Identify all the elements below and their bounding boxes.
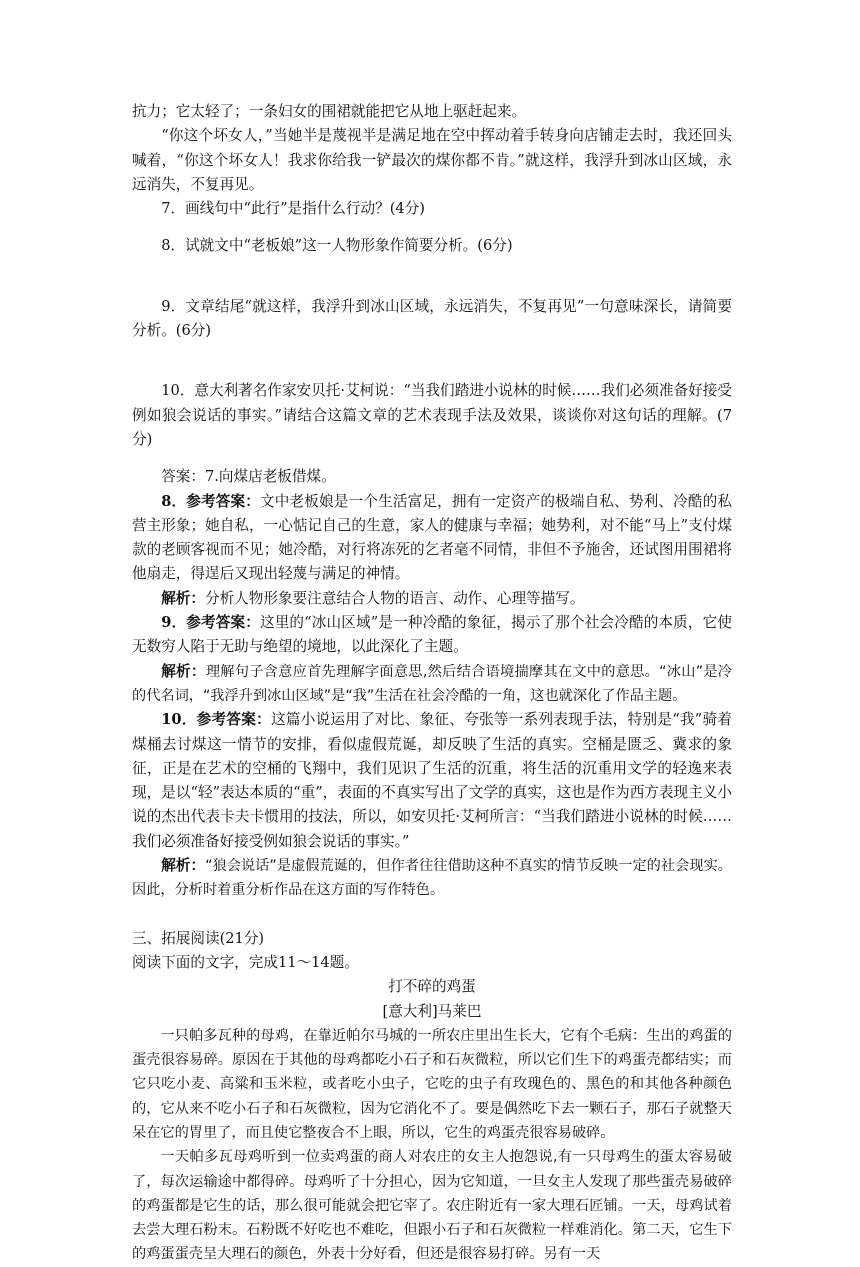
question-10: 10．意大利著名作家安贝托·艾柯说：“当我们踏进小说林的时候……我们必须准备好接受例如狼会说话的事实。”请结合这篇文章的艺术表现手法及效果，谈谈你对这句话的理解。(7分) [132,382,732,448]
story-paragraph: 抗力；它太轻了；一条妇女的围裙就能把它从地上驱赶起来。 [132,103,527,120]
question-9: 9．文章结尾“就这样，我浮升到冰山区域，永远消失，不复再见”一句意味深长，请简要分析。(6分) [132,297,732,340]
section-heading: 三、拓展阅读(21分) [132,929,265,947]
answer-label: 参考答案： [186,492,261,510]
answer-8: 8．参考答案：文中老板娘是一个生活富足，拥有一定资产的极端自私、势利、冷酷的私营主形象；她自私，一心惦记自己的生意，家人的健康与幸福；她势利，对不能“马上”支付煤款的老顾客视而不见；她冷酷，对行将冻死的乞者毫不同情，非但不予施舍，还试图用围裙将他扇走，得逞后又现出轻蔑与满足的神情。 [132,492,732,583]
analysis-8: 解析：分析人物形象要注意结合人物的语言、动作、心理等描写。 [161,589,585,607]
answer-9: 9．参考答案：这里的“冰山区域”是一种冷酷的象征，揭示了那个社会冷酷的本质，它使无数穷人陷于无助与绝望的境地，以此深化了主题。 [132,614,732,656]
article-title: 打不碎的鸡蛋 [388,978,476,996]
document-page [132,100,732,1267]
answer-label: 答案： [161,468,205,486]
answer-label: 参考答案： [196,711,271,729]
section-instruction: 阅读下面的文字，完成11～14题。 [132,953,359,971]
article-author: [意大利]马莱巴 [382,1002,482,1020]
answer-label: 参考答案： [186,614,260,632]
analysis-10: 解析：“狼会说话”是虚假荒诞的，但作者往往借助这种不真实的情节反映一定的社会现实。因此，分析时着重分析作品在这方面的写作特色。 [132,857,732,899]
question-7: 7．画线句中“此行”是指什么行动？(4分) [161,200,425,218]
analysis-9: 解析：理解句子含意应首先理解字面意思,然后结合语境揣摩其在文中的意思。“冰山”是冷的代名词，“我浮升到冰山区域”是“我”生活在社会冷酷的一角，这也就深化了作品主题。 [132,662,732,704]
question-8: 8．试就文中“老板娘”这一人物形象作简要分析。(6分) [161,237,513,255]
answer-7: 答案：7.向煤店老板借煤。 [161,468,336,486]
story-paragraph: “你这个坏女人，”当她半是蔑视半是满足地在空中挥动着手转身向店铺走去时，我还回头喊着，“你这个坏女人！我求你给我一铲最次的煤你都不肯。”就这样，我浮升到冰山区域，永远消失，不复再见。 [132,127,732,193]
answer-10: 10．参考答案：这篇小说运用了对比、象征、夸张等一系列表现手法，特别是“我”骑着煤桶去讨煤这一情节的安排，看似虚假荒诞，却反映了生活的真实。空桶是匮乏、冀求的象征，正是在艺术的空桶的飞翔中，我们见识了生活的沉重，将生活的沉重用文学的轻逸来表现，是以“轻”表达本质的“重”，表面的不真实写出了文学的真实，这也是作为西方表现主义小说的杰出代表卡夫卡惯用的技法，所以，如安贝托·艾柯所言：“当我们踏进小说林的时候……我们必须准备好接受例如狼会说话的事实。” [132,711,732,850]
article-paragraph: 一只帕多瓦种的母鸡，在靠近帕尔马城的一所农庄里出生长大，它有个毛病：生出的鸡蛋的蛋壳很容易碎。原因在于其他的母鸡都吃小石子和石灰微粒，所以它们生下的鸡蛋壳都结实；而它只吃小麦、高粱和玉米粒，或者吃小虫子，它吃的虫子有玫瑰色的、黑色的和其他各种颜色的，它从来不吃小石子和石灰微粒，因为它消化不了。要是偶然吃下去一颗石子，那石子就整天呆在它的胃里了，而且使它整夜合不上眼，所以，它生的鸡蛋壳很容易破碎。 [132,1027,732,1141]
article-paragraph: 一天帕多瓦母鸡听到一位卖鸡蛋的商人对农庄的女主人抱怨说,有一只母鸡生的蛋太容易破了，每次运输途中都得碎。母鸡听了十分担心，因为它知道，一旦女主人发现了那些蛋壳易破碎的鸡蛋都是它生的话，那么很可能就会把它宰了。农庄附近有一家大理石匠铺。一天，母鸡试着去尝大理石粉末。石粉既不好吃也不难吃，但跟小石子和石灰微粒一样难消化。第二天，它生下的鸡蛋蛋壳呈大理石的颜色，外表十分好看，但还是很容易打碎。另有一天 [132,1149,732,1263]
